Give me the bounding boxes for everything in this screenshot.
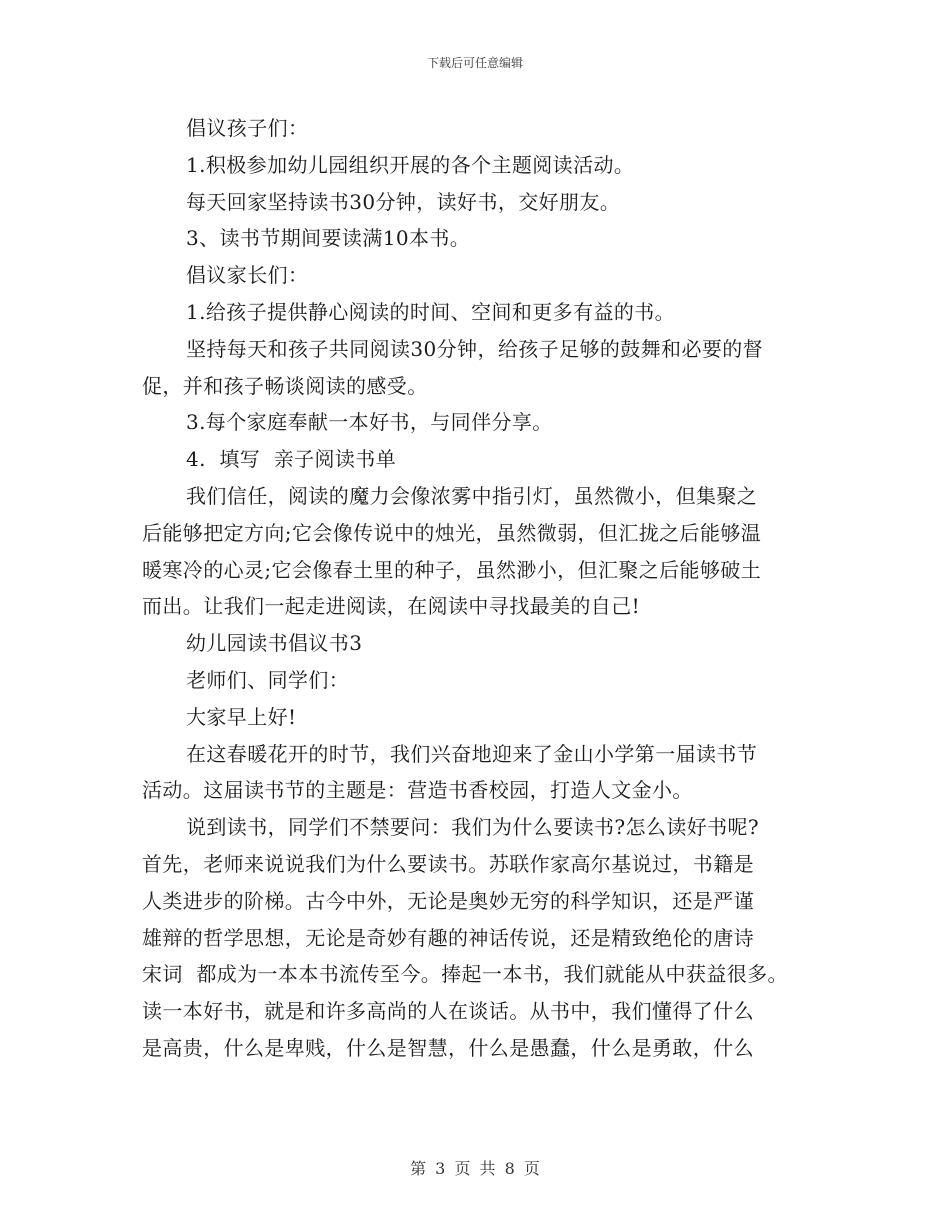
text-line: 每天回家坚持读书30分钟，读好书，交好朋友。 [186, 189, 621, 214]
text-line: 说到读书，同学们不禁要问：我们为什么要读书?怎么读好书呢? [186, 815, 760, 840]
text-line: 后能够把定方向;它会像传说中的烛光，虽然微弱，但汇拢之后能够温 [142, 520, 762, 545]
text-line: 老师们、同学们： [186, 667, 350, 692]
text-line: 而出。让我们一起走进阅读，在阅读中寻找最美的自己! [142, 594, 641, 619]
text-line: 在这春暖花开的时节，我们兴奋地迎来了金山小学第一届读书节 [186, 741, 758, 766]
text-line: 宋词 都成为一本本书流传至今。捧起一本书，我们就能从中获益很多。 [142, 962, 788, 987]
text-line: 活动。这届读书节的主题是：营造书香校园，打造人文金小。 [142, 778, 693, 803]
text-line: 是高贵，什么是卑贱，什么是智慧，什么是愚蠢，什么是勇敢，什么 [142, 1035, 754, 1060]
page-header: 下载后可任意编辑 [426, 56, 523, 70]
text-line: 4. 填写 亲子阅读书单 [186, 447, 397, 472]
text-line: 1.积极参加幼儿园组织开展的各个主题阅读活动。 [186, 152, 635, 177]
text-line: 暖寒冷的心灵;它会像春土里的种子，虽然渺小，但汇聚之后能够破土 [142, 557, 762, 582]
text-line: 促，并和孩子畅谈阅读的感受。 [142, 373, 428, 398]
text-line: 倡议家长们： [186, 263, 309, 288]
text-line: 倡议孩子们： [186, 116, 309, 140]
page-number: 第 3 页 共 8 页 [410, 1159, 540, 1178]
text-line: 我们信任，阅读的魔力会像浓雾中指引灯，虽然微小，但集聚之 [186, 483, 758, 508]
text-line: 雄辩的哲学思想，无论是奇妙有趣的神话传说，还是精致绝伦的唐诗 [142, 925, 754, 950]
text-line: 人类进步的阶梯。古今中外，无论是奥妙无穷的科学知识，还是严谨 [142, 888, 754, 913]
text-line: 读一本好书，就是和许多高尚的人在谈话。从书中，我们懂得了什么 [142, 999, 754, 1024]
text-line: 首先，老师来说说我们为什么要读书。苏联作家高尔基说过，书籍是 [142, 851, 754, 876]
text-line: 3.每个家庭奉献一本好书，与同伴分享。 [186, 410, 553, 435]
text-line: 3、读书节期间要读满10本书。 [186, 226, 471, 251]
text-line: 1.给孩子提供静心阅读的时间、空间和更多有益的书。 [186, 299, 676, 324]
section-title: 幼儿园读书倡议书3 [186, 631, 363, 656]
document-body [142, 110, 822, 1067]
text-line: 坚持每天和孩子共同阅读30分钟，给孩子足够的鼓舞和必要的督 [186, 336, 764, 361]
text-line: 大家早上好! [186, 704, 297, 729]
